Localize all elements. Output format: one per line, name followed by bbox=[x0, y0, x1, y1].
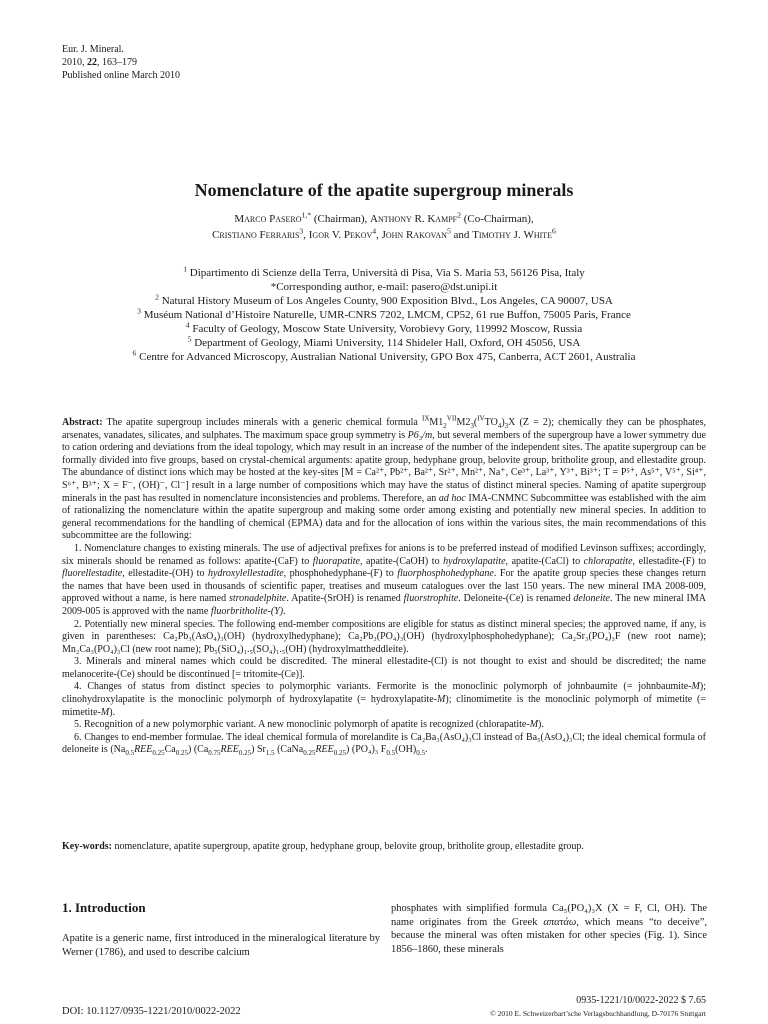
affiliation-4: $^4$ Faculty of Geology, Moscow State University, Vorobievy Gory, 119992 Moscow, Russia bbox=[185, 320, 583, 335]
author-line-1: Marco Pasero$^{1,*}$ (Chairman), Anthony R. Kampf$^2$ (Co-Chairman), bbox=[234, 210, 534, 225]
author-name: John Rakovan$^5$ bbox=[381, 226, 451, 241]
issn-price: 0935-1221/10/0022-2022 $ 7.65 bbox=[576, 995, 706, 1006]
intro-column-left: Apatite is a generic name, first introduced in the mineralogical literature by Werner (1786), and used to describe calcium bbox=[62, 933, 380, 958]
doi: DOI: 10.1127/0935-1221/2010/0022-2022 bbox=[62, 1006, 241, 1017]
author-line-2: Cristiano Ferraris$^3$, Igor V. Pekov$^4$, John Rakovan$^5$ and Timothy J. White$^6$ bbox=[212, 226, 556, 241]
abstract-point-6: 6. Changes to end-member formulae. The ideal chemical formula of morelandite is Ca₂Ba₃(AsO₄)₃Cl instead of Ba₅(AsO₄)₃Cl; the ideal chemical formula of deloneite is $(Na_{0.5}REE_{0.25}Ca_{0.25})$ $(Ca_{0.75}REE_{0.25})$ $Sr_{1.5}$ $(CaNa_{0.25}REE_{0.25})$ (PO₄)₃ $F_{0.5}(OH)_{0.5}$. bbox=[62, 731, 706, 758]
journal-volume: 2010, 22, 163–179 bbox=[62, 57, 137, 68]
abstract-point-2: 2. Potentially new mineral species. The following end-member compositions are eligible for status as distinct mineral species; the approved name, if any, is given in parentheses: Ca₂Pb₃(AsO₄)₃(OH) (hydroxylhedyphane); Ca₂Pb₃(PO₄)₃(OH) (hydroxylphosphohedyphane); Ca₂Sr₃(PO₄)₃F (new root name); Mn₂Ca₃(PO₄)₃Cl (new root name); Pb₅(SiO₄)₁.₅(SO₄)₁.₅(OH) (hydroxylmattheddleite). bbox=[62, 618, 706, 655]
author-name: Anthony R. Kampf$^2$ bbox=[370, 210, 461, 225]
abstract bbox=[62, 414, 706, 758]
copyright: © 2010 E. Schweizerbart’sche Verlagsbuchhandlung, D-70176 Stuttgart bbox=[490, 1009, 706, 1018]
abstract-point-5: 5. Recognition of a new polymorphic variant. A new monoclinic polymorph of apatite is recognized (chlorapatite-M). bbox=[74, 719, 544, 731]
author-name: Timothy J. White$^6$ bbox=[472, 226, 556, 241]
abstract-point-3: 3. Minerals and mineral names which could be discredited. The mineral ellestadite-(Cl) is not thought to exist and should be discredited; the name melanocerite-(Ce) should be discontinued [= tritomite-(Ce)]. bbox=[62, 656, 706, 680]
author-list bbox=[0, 211, 768, 243]
affiliation-3: $^3$ Muséum National d’Histoire Naturelle, UMR-CNRS 7202, LMCM, CP52, 61 rue Buffon, 75005 Paris, France bbox=[137, 306, 631, 321]
paper-title: Nomenclature of the apatite supergroup minerals bbox=[194, 180, 574, 200]
journal-published: Published online March 2010 bbox=[62, 70, 181, 81]
journal-info bbox=[62, 43, 180, 82]
affiliation-6: $^6$ Centre for Advanced Microscopy, Australian National University, GPO Box 475, Canberra, ACT 2601, Australia bbox=[132, 348, 636, 363]
intro-column-right: phosphates with simplified formula Ca₅(PO₄)₃X (X = F, Cl, OH). The name originates from the Greek απατάω, which means “to deceive”, because the mineral was often mistaken for other species (Fig. 1). Since 1856–1860, these minerals bbox=[391, 903, 707, 955]
journal-name: Eur. J. Mineral. bbox=[62, 44, 124, 55]
author-name: Marco Pasero$^{1,*}$ bbox=[234, 210, 312, 225]
corresponding-author: *Corresponding author, e-mail: pasero@dst.unipi.it bbox=[270, 281, 498, 293]
affiliation-1: $^1$ Dipartimento di Scienze della Terra, Università di Pisa, Via S. Maria 53, 56126 Pisa, Italy bbox=[183, 264, 585, 279]
author-name: Igor V. Pekov$^4$ bbox=[308, 226, 377, 241]
affiliation-5: $^5$ Department of Geology, Miami University, 114 Shideler Hall, Oxford, OH 45056, USA bbox=[187, 334, 581, 349]
abstract-point-1: 1. Nomenclature changes to existing minerals. The use of adjectival prefixes for anions is to be preferred instead of modified Levinson suffixes; accordingly, six minerals should be renamed as follows: apatite-(CaF) to fluorapatite, apatite-(CaOH) to hydroxylapatite, apatite-(CaCl) to chlorapatite, ellestadite-(F) to fluorellestadite, ellestadite-(OH) to hydroxylellestadite, phosphohedyphane-(F) to fluorphosphohedyphane. For the apatite group species these changes return the names that have been used in thousands of scientific paper, treatises and museum catalogues over the last 150 years. The new mineral IMA 2008-009, approved without a name, is here named stronadelphite. Apatite-(SrOH) is renamed fluorstrophite. Deloneite-(Ce) is renamed deloneite. The new mineral IMA 2009-005 is approved with the name fluorbritholite-(Y). bbox=[62, 542, 706, 617]
affiliation-2: $^2$ Natural History Museum of Los Angeles County, 900 Exposition Blvd., Los Angeles, CA 90007, USA bbox=[155, 292, 613, 307]
keywords: Key-words: nomenclature, apatite supergroup, apatite group, hedyphane group, belovite group, britholite group, ellestadite group. bbox=[62, 841, 584, 852]
affiliations bbox=[0, 266, 768, 364]
abstract-point-4: 4. Changes of status from distinct species to polymorphic variants. Fermorite is the monoclinic polymorph of johnbaumite (= johnbaumite-M); clinohydroxylapatite is the monoclinic polymorph of hydroxylapatite (= hydroxylapatite-M); clinomimetite is the monoclinic polymorph of mimetite (= mimetite-M). bbox=[62, 681, 706, 718]
abstract-intro: Abstract: The apatite supergroup includes minerals with a generic chemical formula $^{IX}M1_2^{VII}M2_3(^{IV}TO_4)_3X$ (Z = 2); chemically they can be phosphates, arsenates, vanadates, silicates, and sulphates. The maximum space group symmetry is P6₃/m, but several members of the supergroup have a lower symmetry due to cation ordering and deviations from the ideal topology, which may result in an increase of the number of the independent sites. The apatite supergroup can be formally divided into five groups, based on crystal-chemical arguments: apatite group, hedyphane group, belovite group, britholite group, and ellestadite group. The abundance of distinct ions which may be hosted at the key-sites [M = Ca²⁺, Pb²⁺, Ba²⁺, Sr²⁺, Mn²⁺, Na⁺, Ce³⁺, La³⁺, Y³⁺, Bi³⁺; T = P⁵⁺, As⁵⁺, V⁵⁺, Si⁴⁺, S⁶⁺, B³⁺; X = F⁻, (OH)⁻, Cl⁻] result in a large number of compositions which may have the status of distinct mineral species. Naming of apatite supergroup minerals in the past has resulted in nomenclature inconsistencies and problems. Therefore, an ad hoc IMA-CNMNC Subcommittee was established with the aim of rationalizing the nomenclature within the apatite supergroup and making some order among existing and potentially new mineral species. In addition to general recommendations for the handling of chemical (EPMA) data and for the allocation of ions within the various sites, the main recommendations of this subcommittee are the following: bbox=[62, 414, 706, 542]
section-heading-introduction: 1. Introduction bbox=[62, 900, 146, 915]
author-name: Cristiano Ferraris$^3$ bbox=[212, 226, 304, 241]
